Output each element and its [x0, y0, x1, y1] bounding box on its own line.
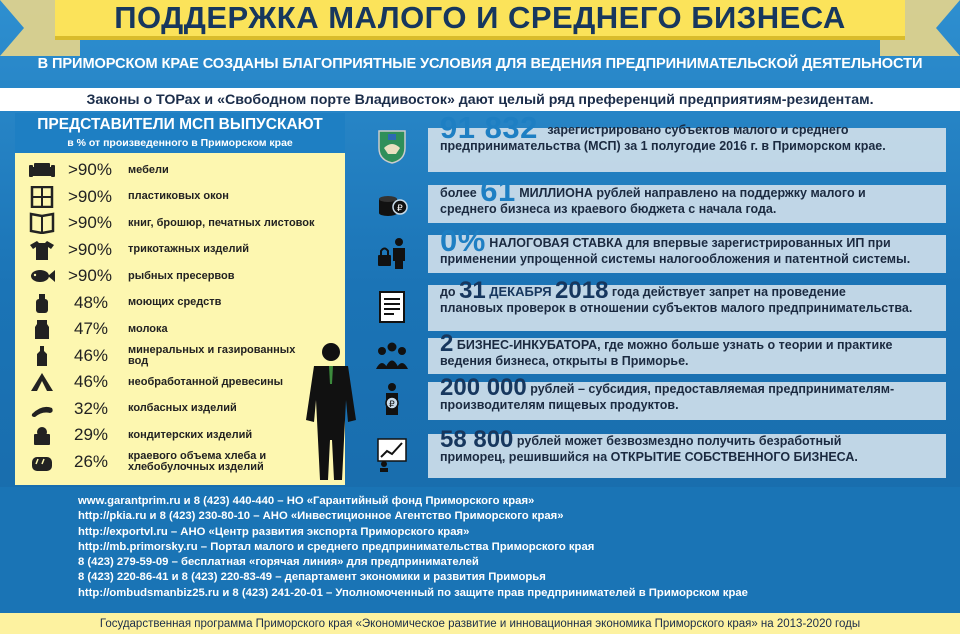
link-item[interactable]: http://mb.primorsky.ru – Портал малого и среднего предпринимательства Приморского края	[78, 540, 595, 553]
fact-number: 2	[440, 330, 454, 357]
detergent-icon	[22, 291, 62, 315]
fact-line1: МИЛЛИОНА рублей направлено на поддержку малого и	[519, 186, 866, 200]
fact-text	[440, 277, 913, 316]
product-label: колбасных изделий	[128, 402, 237, 414]
product-row	[22, 423, 322, 447]
links-list	[78, 494, 748, 601]
fact-prefix: до	[440, 285, 456, 299]
link-item[interactable]: http://ombudsmanbiz25.ru и 8 (423) 241-20-01 – Уполномоченный по защите прав предпринимателей в Приморском крае	[78, 586, 748, 599]
fact-line2: среднего бизнеса из краевого бюджета с начала года.	[440, 202, 777, 216]
fact-year: 2018	[555, 277, 609, 304]
product-row	[22, 370, 322, 394]
product-row	[22, 238, 322, 262]
document-icon	[372, 287, 412, 327]
product-percent: >90%	[68, 186, 112, 206]
fact-text	[440, 330, 893, 369]
laws-banner	[0, 88, 960, 111]
sausage-icon	[22, 397, 62, 421]
product-row	[22, 291, 322, 315]
window-icon	[22, 185, 62, 209]
fact-line2: приморец, решившийся на ОТКРЫТИЕ СОБСТВЕННОГО БИЗНЕСА.	[440, 450, 858, 464]
svg-text:₽: ₽	[397, 204, 403, 214]
sofa-icon	[22, 158, 62, 182]
product-row	[22, 397, 322, 421]
product-percent: 48%	[74, 292, 109, 312]
fact-text	[440, 223, 911, 267]
bread-icon	[22, 450, 62, 474]
fact-text	[440, 110, 886, 154]
product-percent: >90%	[68, 239, 112, 259]
fact-number: 31	[459, 277, 486, 304]
product-percent: 29%	[74, 425, 109, 444]
product-row	[22, 185, 322, 209]
product-label: книг, брошюр, печатных листовок	[128, 216, 315, 229]
product-row	[22, 450, 322, 474]
fact-prefix: более	[440, 186, 477, 200]
product-row	[22, 264, 322, 288]
fact-line2: плановых проверок в отношении субъектов малого предпринимательства.	[440, 301, 913, 315]
lock-person-icon	[372, 233, 412, 273]
fact-line1: зарегистрировано субъектов малого и среднего	[547, 123, 849, 137]
product-label: рыбных пресервов	[128, 269, 235, 282]
product-label: минеральных и газированных вод	[128, 343, 296, 367]
left-panel-header	[15, 113, 345, 153]
product-label: мебели	[128, 163, 169, 176]
product-label: кондитерских изделий	[128, 428, 253, 441]
cake-icon	[22, 423, 62, 447]
link-item[interactable]: http://pkia.ru и 8 (423) 230-80-10 – АНО «Инвестиционное Агентство Приморского края»	[78, 510, 564, 523]
product-row	[22, 317, 322, 341]
footer	[0, 613, 960, 634]
left-subheading: в % от произведенного в Приморском крае	[67, 137, 293, 149]
left-heading: ПРЕДСТАВИТЕЛИ МСП ВЫПУСКАЮТ	[37, 116, 323, 133]
fact-line1: рублей – субсидия, предоставляемая предпринимателям-	[530, 382, 895, 396]
fact-line2: предпринимательства (МСП) за 1 полугодие 2016 г. в Приморском крае.	[440, 139, 886, 153]
product-percent: >90%	[68, 213, 112, 232]
fact-line2: применении упрощенной системы налогообложения и патентной системы.	[440, 252, 911, 266]
page-title: ПОДДЕРЖКА МАЛОГО И СРЕДНЕГО БИЗНЕСА	[114, 0, 846, 35]
businessman-icon	[300, 340, 362, 485]
shirt-icon	[22, 238, 62, 262]
fact-text	[440, 173, 866, 217]
product-percent: 26%	[74, 451, 109, 471]
link-item[interactable]: http://exportvl.ru – АНО «Центр развития экспорта Приморского края»	[78, 525, 470, 538]
bottle-icon	[22, 344, 62, 368]
coat-of-arms-icon	[372, 126, 412, 166]
fact-number: 58 800	[440, 426, 514, 453]
product-label: необработанной древесины	[128, 375, 284, 388]
fact-line1: рублей может безвозмездно получить безработный	[516, 434, 842, 448]
fact-line2: ведения бизнеса, открыты в Приморье.	[440, 354, 689, 368]
product-row	[22, 158, 322, 182]
fact-number: 0%	[440, 223, 486, 258]
product-percent: >90%	[68, 160, 112, 179]
link-item[interactable]: 8 (423) 279-59-09 – бесплатная «горячая линия» для предпринимателей	[78, 556, 479, 569]
milk-icon	[22, 317, 62, 341]
coins-icon	[372, 183, 412, 223]
fact-line2: производителям пищевых продуктов.	[440, 398, 679, 412]
book-icon	[22, 211, 62, 235]
growth-chart-icon	[372, 435, 412, 475]
laws-text: Законы о ТОРах и «Свободном порте Владивосток» дают целый ряд преференций предприятиям-резидентам.	[86, 91, 874, 108]
footer-text: Государственная программа Приморского края «Экономическое развитие и инновационная экономика Приморского края» на 2013-2020 годы	[99, 617, 861, 630]
fact-line1: НАЛОГОВАЯ СТАВКА для впервые зарегистрированных ИП при	[489, 236, 891, 250]
product-percent: 32%	[74, 398, 109, 418]
wood-icon	[22, 370, 62, 394]
fact-text	[440, 426, 858, 465]
product-label: пластиковых окон	[128, 190, 229, 202]
product-row	[22, 211, 322, 235]
fact-line1: года действует запрет на проведение	[611, 285, 846, 299]
product-label: краевого объема хлеба и хлебобулочных изделий	[128, 449, 267, 473]
subtitle: В ПРИМОРСКОМ КРАЕ СОЗДАНЫ БЛАГОПРИЯТНЫЕ УСЛОВИЯ ДЛЯ ВЕДЕНИЯ ПРЕДПРИНИМАТЕЛЬСКОЙ ДЕЯТЕЛЬНОСТИ	[37, 56, 923, 72]
product-label: моющих средств	[128, 296, 222, 308]
product-percent: 46%	[74, 372, 109, 391]
fact-number: 61	[480, 173, 516, 208]
title-banner	[55, 0, 905, 40]
fish-icon	[22, 264, 62, 288]
money-person-icon	[372, 380, 412, 420]
fact-text	[440, 374, 895, 413]
product-percent: >90%	[68, 266, 112, 285]
link-item[interactable]: 8 (423) 220-86-41 и 8 (423) 220-83-49 – департамент экономики и развития Приморья	[78, 571, 546, 584]
group-icon	[372, 335, 412, 375]
product-label: трикотажных изделий	[128, 243, 250, 255]
fact-number: 91 832	[440, 110, 538, 145]
product-percent: 46%	[74, 345, 109, 365]
fact-month: ДЕКАБРЯ	[489, 284, 552, 299]
product-row	[22, 344, 322, 368]
product-label: молока	[128, 322, 168, 335]
link-item[interactable]: www.garantprim.ru и 8 (423) 440-440 – НО «Гарантийный фонд Приморского края»	[78, 495, 535, 507]
fact-number: 200 000	[440, 374, 527, 401]
product-percent: 47%	[74, 319, 109, 338]
fact-line1: БИЗНЕС-ИНКУБАТОРА, где можно больше узнать о теории и практике	[456, 338, 893, 352]
svg-text:₽: ₽	[389, 400, 395, 410]
